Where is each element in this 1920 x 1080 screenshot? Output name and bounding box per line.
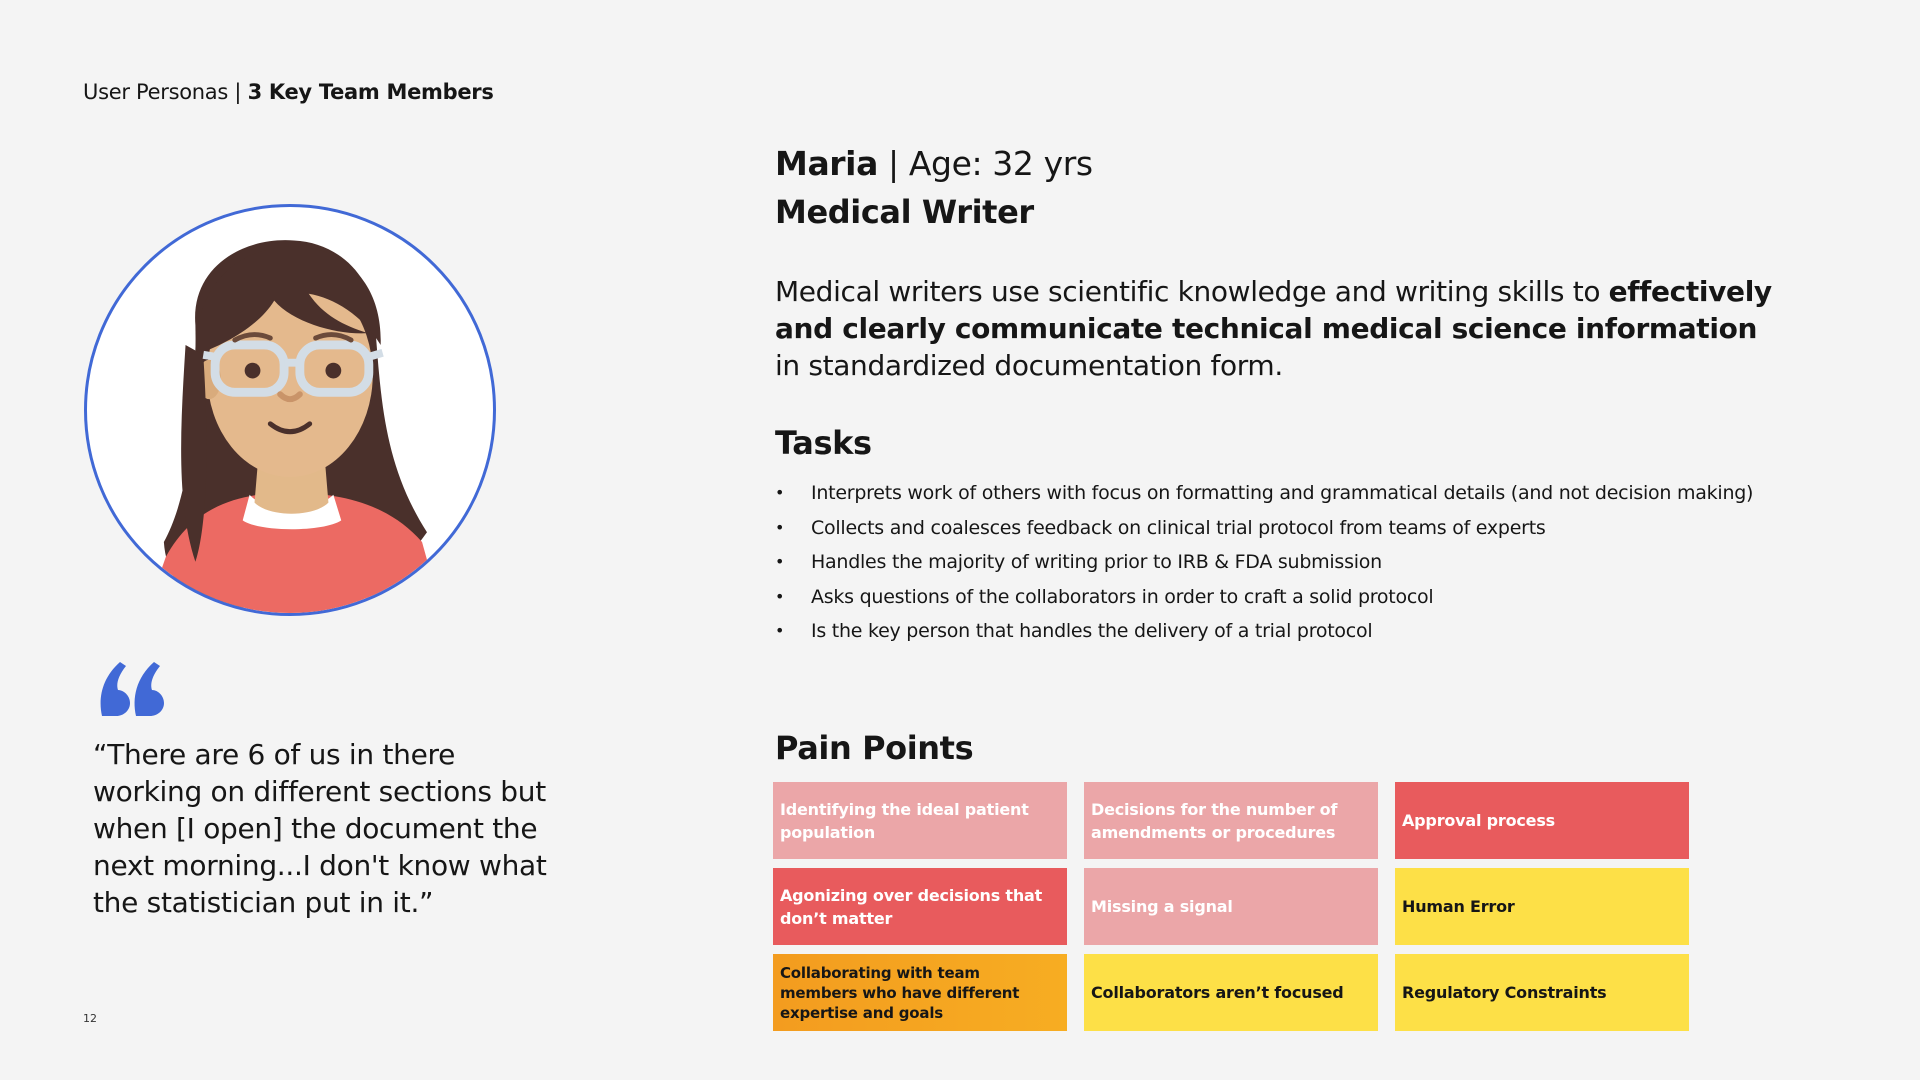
description-part2: in standardized documentation form. [775,349,1283,382]
pain-point-card: Decisions for the number of amendments or procedures [1084,782,1378,859]
header-title: 3 Key Team Members [247,80,494,104]
persona-role: Medical Writer [775,193,1034,231]
pain-points-grid [773,782,1689,1031]
pain-points-title: Pain Points [775,729,974,767]
task-item: • Asks questions of the collaborators in order to craft a solid protocol [775,580,1855,615]
page-number: 12 [83,1012,97,1025]
pain-point-card: Collaborating with team members who have different expertise and goals [773,954,1067,1031]
persona-age: | Age: 32 yrs [877,144,1093,183]
header-separator: | [228,80,248,104]
description-bold: effectively and clearly communicate technical medical science information [775,275,1772,345]
pain-point-card: Regulatory Constraints [1395,954,1689,1031]
task-item: • Handles the majority of writing prior to IRB & FDA submission [775,545,1855,580]
avatar-illustration [87,207,493,613]
pain-point-card: Missing a signal [1084,868,1378,945]
persona-quote: “There are 6 of us in there working on different sections but when [I open] the document the next morning...I don't know what the statistician put in it.” [93,738,547,919]
tasks-title: Tasks [775,424,872,462]
task-item: • Interprets work of others with focus on formatting and grammatical details (and not decision making) [775,476,1855,511]
persona-name-age [775,144,1093,184]
persona-name: Maria [775,144,878,183]
header-section: User Personas [83,80,229,104]
persona-avatar [84,204,496,616]
pain-point-card: Identifying the ideal patient population [773,782,1067,859]
task-item: • Collects and coalesces feedback on clinical trial protocol from teams of experts [775,511,1855,546]
description-part1: Medical writers use scientific knowledge and writing skills to [775,275,1609,308]
tasks-list [775,476,1855,649]
task-item: • Is the key person that handles the delivery of a trial protocol [775,614,1855,649]
pain-point-card: Human Error [1395,868,1689,945]
pain-point-card: Collaborators aren’t focused [1084,954,1378,1031]
pain-point-card: Approval process [1395,782,1689,859]
pain-point-card: Agonizing over decisions that don’t matter [773,868,1067,945]
quote-icon [98,658,168,718]
slide-header [83,80,494,104]
persona-description [775,273,1785,384]
